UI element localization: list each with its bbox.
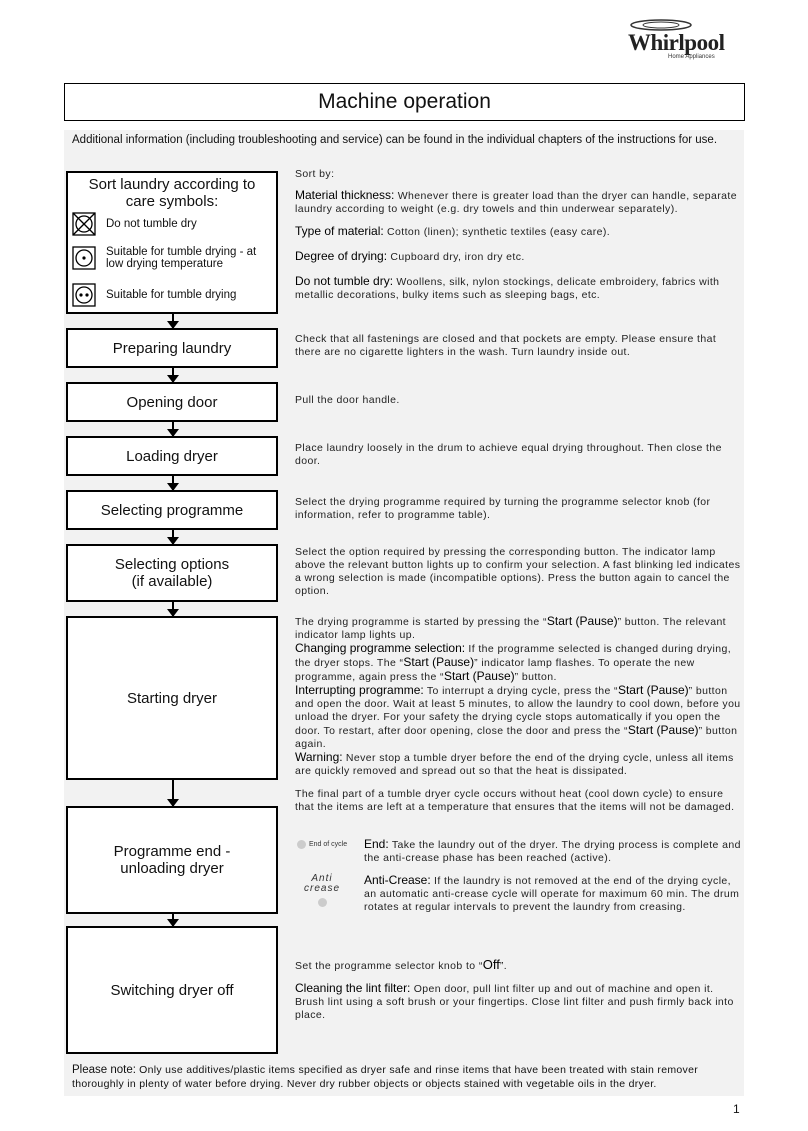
flow-arrow <box>172 602 174 616</box>
switching-off-p1 <box>295 958 741 973</box>
indicator-lamp-icon <box>297 840 306 849</box>
off-label: Off <box>482 957 500 972</box>
text-run: ”. <box>499 960 508 972</box>
flow-arrow <box>172 422 174 436</box>
text-run: The drying programme is started by pressing the “ <box>295 616 547 628</box>
sort-item-text: Cotton (linen); synthetic textiles (easy care). <box>383 226 611 238</box>
paragraph-key: Changing programme selection: <box>295 641 466 655</box>
loading-dryer-text: Place laundry loosely in the drum to achieve equal drying throughout. Then close the door. <box>295 442 722 467</box>
sort-item-do-not-dry <box>295 275 741 302</box>
programme-end-text-anticrease <box>364 874 742 914</box>
text-run: ” button and open the door. Wait at least 5 minutes, to allow the laundry to cool down, before you unload the dryer. For your safety the drying cycle stops automatically if you open the door. To restart, after door opening, close the door and press the “ <box>295 685 741 737</box>
sort-item-key: Do not tumble dry: <box>295 274 394 288</box>
text-run: ” indicator lamp flashes. To operate the new programme, again press the “ <box>295 657 695 683</box>
note-key: Please note: <box>72 1064 136 1076</box>
selecting-options-text: Select the option required by pressing the corresponding button. The indicator lamp above the relevant button lights up to confirm your selection. A fast blinking led indicates a wrong selection is made (incompatible options). Press the button again to cancel the option. <box>295 546 741 597</box>
step-loading-dryer: Loading dryer <box>66 436 278 476</box>
intro-text: Additional information (including troubleshooting and service) can be found in the individual chapters of the instructions for use. <box>72 134 718 146</box>
start-pause-label: Start (Pause) <box>627 723 699 737</box>
symbol-row-1 <box>72 212 197 236</box>
starting-dryer-p4 <box>295 751 741 778</box>
text-run: Take the laundry out of the dryer. The drying process is complete and the anti-crease phase has been reached (active). <box>364 839 741 864</box>
text-run: Open door, pull lint filter up and out of machine and open it. Brush lint using a soft brush or your fingertips. Close lint filter and push firmly back into place. <box>295 983 734 1021</box>
text-run: ” button. The relevant indicator lamp lights up. <box>295 616 726 641</box>
paragraph-key: Anti-Crease: <box>364 873 431 887</box>
brand-logo <box>620 16 750 60</box>
step-starting-dryer: Starting dryer <box>66 616 278 780</box>
indicator-label: crease <box>304 883 341 894</box>
flow-arrow <box>172 476 174 490</box>
sort-by-text <box>295 168 741 302</box>
text-run: If the laundry is not removed at the end of the drying cycle, an automatic anti-crease cycle will operate for maximum 60 min. The drum rotates at regular intervals to prevent the laundry from creasing. <box>364 875 740 913</box>
step-label-line-1: Selecting options <box>114 556 230 573</box>
indicator-label: Anti <box>311 873 333 884</box>
programme-end-text-intro: The final part of a tumble dryer cycle occurs without heat (cool down cycle) to ensure that the items are left at a temperature that ensures that the items will not be damaged. <box>295 788 735 813</box>
text-run: Never stop a tumble dryer before the end of the drying cycle, unless all items are quickly removed and spread out so that the heat is dissipated. <box>295 752 734 777</box>
switching-off-text <box>295 958 741 1022</box>
programme-end-text-end <box>364 838 742 865</box>
tumble-dry-normal-icon <box>72 283 96 307</box>
text-run: ” button again. <box>295 725 738 750</box>
start-pause-label: Start (Pause) <box>617 683 689 697</box>
starting-dryer-text <box>295 615 741 778</box>
step-opening-door: Opening door <box>66 382 278 422</box>
flow-arrow <box>172 314 174 328</box>
flow-arrow <box>172 914 174 926</box>
sort-item-key: Material thickness: <box>295 188 395 202</box>
switching-off-p2 <box>295 982 741 1022</box>
step-selecting-options <box>66 544 278 602</box>
sort-by-heading: Sort by: <box>295 168 335 180</box>
text-run: Set the programme selector knob to “ <box>295 960 483 972</box>
step-label-line-1: Programme end - <box>113 843 231 860</box>
flow-arrow <box>172 530 174 544</box>
step-preparing-laundry: Preparing laundry <box>66 328 278 368</box>
brand-tagline: Home Appliances <box>668 54 715 60</box>
paragraph-key: Interrupting programme: <box>295 683 424 697</box>
do-not-tumble-dry-icon <box>72 212 96 236</box>
sort-item-text: Cupboard dry, iron dry etc. <box>387 251 525 263</box>
step-switching-dryer-off: Switching dryer off <box>66 926 278 1054</box>
indicator-lamp-icon <box>318 898 327 907</box>
selecting-programme-text: Select the drying programme required by turning the programme selector knob (for information, refer to programme table). <box>295 496 711 521</box>
starting-dryer-p3 <box>295 684 741 751</box>
paragraph-key: Cleaning the lint filter: <box>295 981 411 995</box>
step-programme-end <box>66 806 278 914</box>
please-note <box>72 1063 740 1091</box>
indicator-label: End of cycle <box>309 841 348 848</box>
start-pause-label: Start (Pause) <box>443 669 515 683</box>
note-text: Only use additives/plastic items specified as dryer safe and rinse items that have been treated with stain remover thoroughly in plenty of water before drying. Never dry rubber objects or objects stained with vegetable oils in the dryer. <box>72 1064 699 1090</box>
symbol-label-3: Suitable for tumble drying <box>106 289 237 301</box>
symbol-label-2: Suitable for tumble drying - at low drying temperature <box>106 246 257 270</box>
paragraph-key: End: <box>364 837 389 851</box>
symbol-label-1: Do not tumble dry <box>106 218 197 230</box>
starting-dryer-p1 <box>295 615 741 642</box>
flow-arrow <box>172 780 174 806</box>
preparing-laundry-text: Check that all fastenings are closed and that pockets are empty. Please ensure that there are no cigarette lighters in the wash. Turn laundry inside out. <box>295 333 717 358</box>
text-run: If the programme selected is changed during drying, the dryer stops. The “ <box>295 643 732 669</box>
sort-item-thickness <box>295 189 741 216</box>
opening-door-text: Pull the door handle. <box>295 394 400 406</box>
page-number: 1 <box>733 1102 740 1116</box>
text-run: To interrupt a drying cycle, press the “ <box>423 685 618 697</box>
end-of-cycle-indicator <box>297 840 347 849</box>
sort-item-material <box>295 225 741 239</box>
step-selecting-programme: Selecting programme <box>66 490 278 530</box>
step-label-line-2: unloading dryer <box>120 860 224 877</box>
flow-arrow <box>172 368 174 382</box>
symbol-row-3 <box>72 283 236 307</box>
sort-item-key: Type of material: <box>295 224 384 238</box>
anti-crease-indicator <box>304 874 340 907</box>
paragraph-key: Warning: <box>295 750 343 764</box>
step-label-line-2: (if available) <box>131 573 213 590</box>
sort-box-title: Sort laundry according to care symbols: <box>88 176 256 210</box>
sort-item-key: Degree of drying: <box>295 249 388 263</box>
starting-dryer-p2 <box>295 642 741 684</box>
start-pause-label: Start (Pause) <box>403 655 475 669</box>
start-pause-label: Start (Pause) <box>546 614 618 628</box>
sort-item-text: Whenever there is greater load than the dryer can handle, separate laundry according to weight (e.g. dry towels and thin underwear separately). <box>295 190 737 215</box>
page-title: Machine operation <box>64 83 745 121</box>
sort-item-text: Woollens, silk, nylon stockings, delicate embroidery, fabrics with metallic decorations, bulky items such as sleeping bags, etc. <box>295 276 720 301</box>
symbol-row-2 <box>72 246 274 270</box>
text-run: ” button. <box>514 671 557 683</box>
brand-name: Whirlpool <box>628 30 725 55</box>
tumble-dry-low-icon <box>72 246 96 270</box>
sort-item-degree <box>295 250 741 264</box>
